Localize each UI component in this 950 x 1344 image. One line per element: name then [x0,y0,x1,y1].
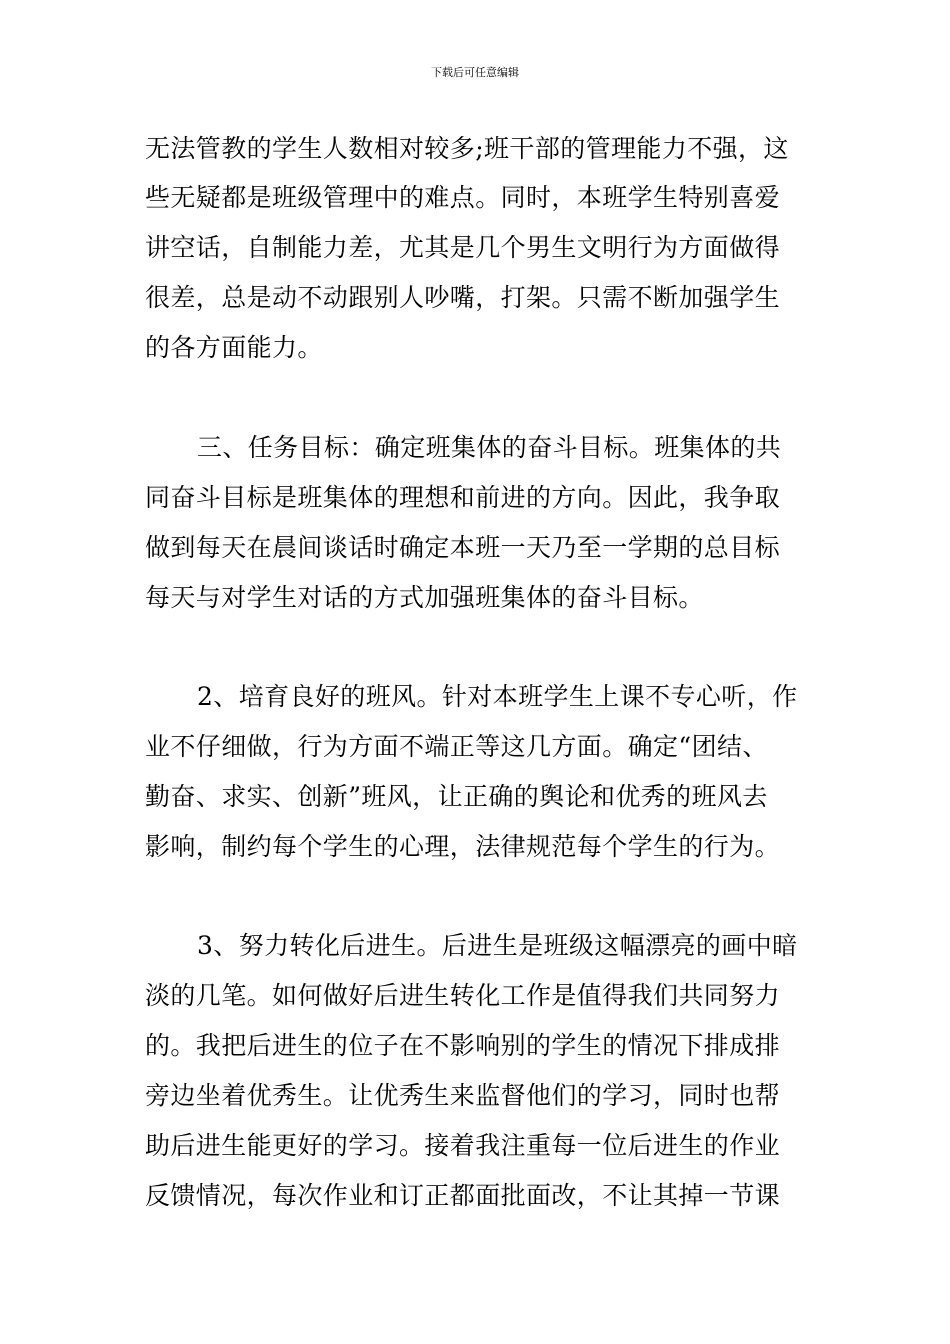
text-line: 无法管教的学生人数相对较多;班干部的管理能力不强，这 [145,134,789,163]
text-line: 的。我把后进生的位子在不影响别的学生的情况下排成排 [145,1031,781,1060]
text-line: 影响，制约每个学生的心理，法律规范每个学生的行为。 [145,832,781,861]
text-line: 讲空话，自制能力差，尤其是几个男生文明行为方面做得 [145,233,781,262]
text-line: 些无疑都是班级管理中的难点。同时，本班学生特别喜爱 [145,183,781,212]
text-line: 助后进生能更好的学习。接着我注重每一位后进生的作业 [145,1131,781,1160]
text-line: 三、任务目标：确定班集体的奋斗目标。班集体的共 [197,433,782,462]
text-line: 3、努力转化后进生。后进生是班级这幅漂亮的画中暗 [197,931,798,960]
text-line: 旁边坐着优秀生。让优秀生来监督他们的学习，同时也帮 [145,1081,781,1110]
text-line: 勤奋、求实、创新”班风，让正确的舆论和优秀的班风去 [145,782,768,811]
page-header: 下载后可任意编辑 [431,66,519,79]
text-line: 做到每天在晨间谈话时确定本班一天乃至一学期的总目标 [145,533,781,562]
text-line: 2、培育良好的班风。针对本班学生上课不专心听，作 [197,682,798,711]
text-line: 每天与对学生对话的方式加强班集体的奋斗目标。 [145,583,704,612]
text-line: 淡的几笔。如何做好后进生转化工作是值得我们共同努力 [145,981,781,1010]
text-line: 业不仔细做，行为方面不端正等这几方面。确定“团结、 [145,732,768,761]
text-line: 反馈情况，每次作业和订正都面批面改，不让其掉一节课 [145,1181,781,1210]
text-line: 的各方面能力。 [145,333,323,362]
text-line: 很差，总是动不动跟别人吵嘴，打架。只需不断加强学生 [145,283,781,312]
text-line: 同奋斗目标是班集体的理想和前进的方向。因此，我争取 [145,483,781,512]
